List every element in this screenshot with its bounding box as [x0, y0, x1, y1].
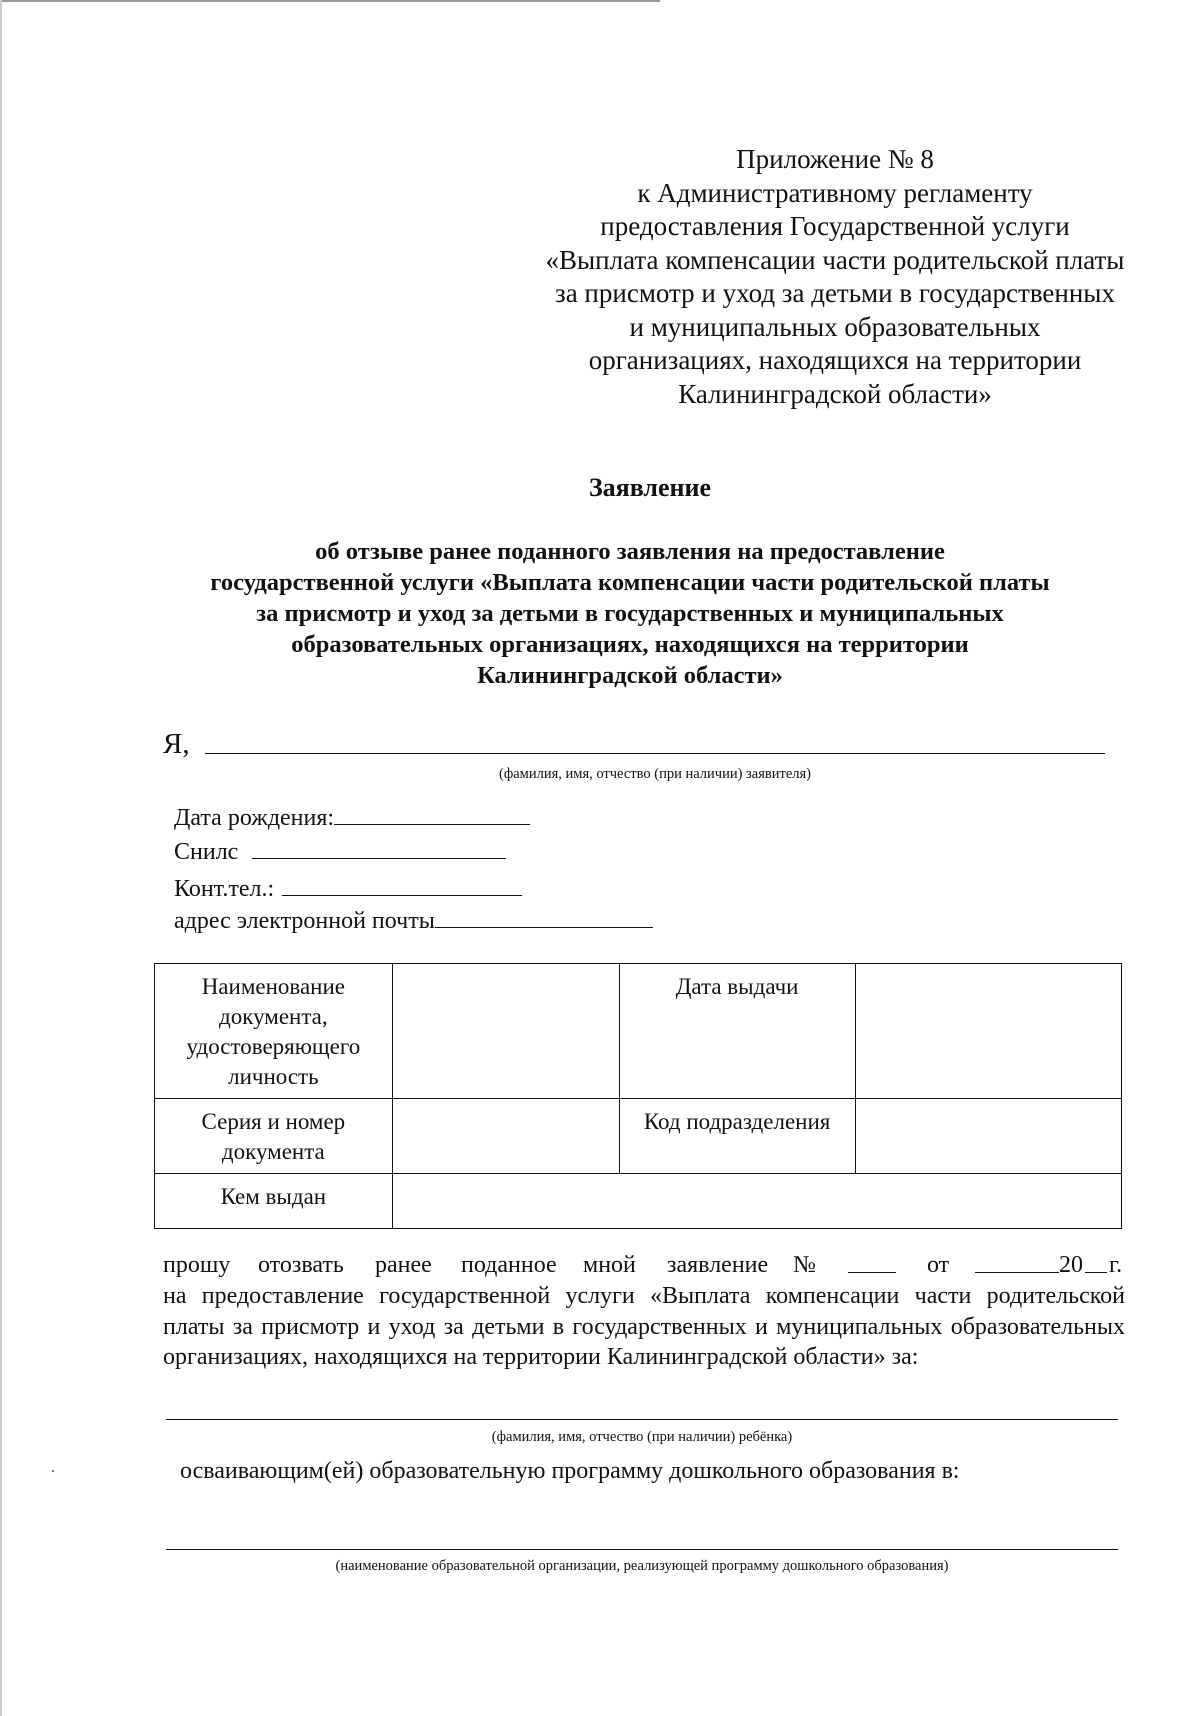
email-field[interactable]: [435, 905, 653, 928]
table-row: [155, 1099, 1122, 1174]
application-date-field[interactable]: [975, 1252, 1059, 1280]
request-word: ранее: [375, 1252, 432, 1278]
birth-date-field[interactable]: [334, 802, 530, 825]
subtitle-line: образовательных организациях, находящихся на территории: [291, 631, 969, 658]
organization-name-field[interactable]: [166, 1549, 1118, 1550]
scan-edge-top: [0, 0, 660, 2]
request-word: заявление: [667, 1252, 769, 1278]
phone-field[interactable]: [282, 873, 522, 896]
request-word: мной: [583, 1252, 636, 1278]
applicant-name-field[interactable]: [205, 753, 1105, 754]
request-line: платы за присмотр и уход за детьми в государственных и муниципальных образовательных: [163, 1313, 1125, 1340]
birth-date-row: [174, 802, 530, 832]
series-number-value[interactable]: [392, 1099, 619, 1174]
annex-line: предоставления Государственной услуги: [600, 211, 1070, 241]
issue-date-label: Дата выдачи: [619, 964, 855, 1099]
child-caption: (фамилия, имя, отчество (при наличии) ребёнка): [491, 1429, 793, 1445]
email-row: [174, 905, 653, 935]
annex-line: Калининградской области»: [678, 378, 992, 409]
issued-by-label: Кем выдан: [155, 1174, 393, 1229]
request-word: отозвать: [258, 1252, 344, 1278]
phone-label: Конт.тел.:: [174, 876, 275, 902]
snils-row: [174, 836, 506, 866]
organization-caption: (наименование образовательной организации, реализующей программу дошкольного образования): [335, 1558, 949, 1574]
annex-line: Приложение № 8: [736, 144, 934, 174]
issued-by-value[interactable]: [392, 1174, 1121, 1229]
identity-document-table: [154, 963, 1122, 1229]
annex-line: за присмотр и уход за детьми в государственных: [555, 278, 1115, 308]
division-code-value[interactable]: [855, 1099, 1121, 1174]
mastering-text: осваивающим(ей) образовательную программу дошкольного образования в:: [180, 1458, 960, 1484]
application-number-field[interactable]: [848, 1252, 896, 1280]
subtitle-line: государственной услуги «Выплата компенсации части родительской платы: [210, 569, 1050, 596]
request-line: на предоставление государственной услуги «Выплата компенсации части родительской: [163, 1283, 1125, 1309]
scan-edge-left: [0, 0, 2, 1716]
annex-header: [520, 143, 1150, 411]
series-number-label: Серия и номер документа: [155, 1099, 393, 1174]
annex-line: к Административному регламенту: [637, 177, 1033, 208]
doc-name-label: Наименование документа, удостоверяющего личность: [155, 964, 393, 1099]
request-line: организациях, находящихся на территории Калининградской области» за:: [163, 1344, 919, 1370]
phone-row: [174, 873, 522, 903]
division-code-label: Код подразделения: [619, 1099, 855, 1174]
year-suffix: г.: [1109, 1252, 1123, 1278]
birth-date-label: Дата рождения:: [174, 805, 335, 831]
request-word: прошу: [163, 1252, 231, 1278]
child-name-field[interactable]: [166, 1419, 1118, 1420]
request-word: от: [927, 1252, 950, 1278]
request-word: №: [793, 1252, 816, 1278]
snils-label: Снилс: [174, 839, 239, 865]
subtitle-line: за присмотр и уход за детьми в государственных и муниципальных: [256, 600, 1004, 627]
annex-line: «Выплата компенсации части родительской платы: [545, 244, 1125, 275]
request-text: [163, 1281, 1125, 1373]
year-prefix: 20: [1059, 1252, 1083, 1278]
email-label: адрес электронной почты: [174, 908, 435, 934]
annex-line: организациях, находящихся на территории: [588, 345, 1082, 375]
year-field[interactable]: [1085, 1252, 1107, 1280]
request-word: поданное: [461, 1252, 557, 1278]
applicant-caption: (фамилия, имя, отчество (при наличии) заявителя): [499, 766, 811, 782]
doc-name-value[interactable]: [392, 964, 619, 1099]
applicant-prefix: Я,: [163, 728, 190, 760]
table-row: [155, 1174, 1122, 1229]
scan-artifact: [52, 1470, 54, 1472]
document-title: Заявление: [588, 473, 712, 502]
document-subtitle: [140, 536, 1120, 691]
subtitle-line: Калининградской области»: [477, 662, 783, 689]
annex-line: и муниципальных образовательных: [629, 311, 1041, 342]
subtitle-line: об отзыве ранее поданного заявления на предоставление: [315, 538, 945, 565]
snils-field[interactable]: [252, 836, 506, 859]
table-row: [155, 964, 1122, 1099]
issue-date-value[interactable]: [855, 964, 1121, 1099]
